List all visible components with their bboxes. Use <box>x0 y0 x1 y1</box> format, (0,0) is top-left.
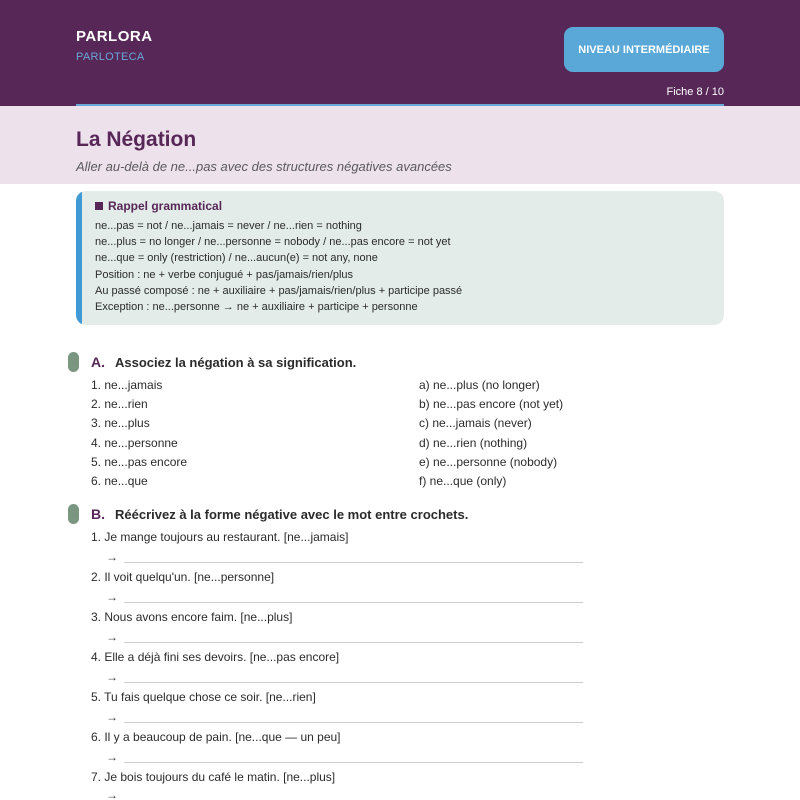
level-badge: NIVEAU INTERMÉDIAIRE <box>564 27 724 72</box>
section-marker-icon <box>68 352 79 372</box>
matching-item: 6. ne...que <box>91 474 148 489</box>
matching-item: 4. ne...personne <box>91 435 178 450</box>
answer-line[interactable] <box>124 642 583 643</box>
answer-line[interactable] <box>124 562 583 563</box>
section-a-heading <box>68 352 356 372</box>
square-icon <box>95 202 103 210</box>
section-title: Associez la négation à sa signification. <box>115 354 357 370</box>
matching-option: e) ne...personne (nobody) <box>419 454 558 469</box>
page-counter: Fiche 8 / 10 <box>666 86 724 98</box>
matching-item: 1. ne...jamais <box>91 378 163 392</box>
matching-item: 5. ne...pas encore <box>91 454 188 469</box>
reminder-line: Position : ne + verbe conjugué + pas/jamais/rien/plus <box>95 268 354 281</box>
matching-right-column <box>419 376 563 491</box>
exercise-sentence: 7. Je bois toujours du café le matin. [ne...plus] <box>91 770 336 784</box>
matching-option: f) ne...que (only) <box>419 474 507 489</box>
arrow-icon: → <box>106 788 118 800</box>
reminder-title-text: Rappel grammatical <box>108 199 223 213</box>
answer-line[interactable] <box>124 602 583 603</box>
reminder-line: ne...plus = no longer / ne...personne = nobody / ne...pas encore = not yet <box>95 236 451 249</box>
reminder-line: Au passé composé : ne + auxiliaire + pas/jamais/rien/plus + participe passé <box>95 284 463 297</box>
arrow-icon: → <box>106 630 118 644</box>
brand-subtitle: PARLOTECA <box>76 51 145 63</box>
matching-option: a) ne...plus (no longer) <box>419 378 540 392</box>
reminder-line: ne...que = only (restriction) / ne...aucun(e) = not any, none <box>95 252 378 265</box>
section-title: Réécrivez à la forme négative avec le mot entre crochets. <box>115 506 469 522</box>
exercise-sentence: 6. Il y a beaucoup de pain. [ne...que — un peu] <box>91 730 341 744</box>
arrow-icon: → <box>106 710 118 724</box>
brand-name: PARLORA <box>76 28 153 45</box>
exercise-sentence: 1. Je mange toujours au restaurant. [ne...jamais] <box>91 530 349 544</box>
arrow-icon: → <box>106 670 118 684</box>
reminder-line: Exception : ne...personne → ne + auxiliaire + participe + personne <box>95 301 418 314</box>
matching-option: b) ne...pas encore (not yet) <box>419 397 564 412</box>
exercise-sentence: 4. Elle a déjà fini ses devoirs. [ne...pas encore] <box>91 650 340 664</box>
arrow-icon: → <box>106 550 118 564</box>
section-marker-icon <box>68 504 79 524</box>
matching-left-column <box>91 376 187 491</box>
exercise-sentence: 2. Il voit quelqu'un. [ne...personne] <box>91 570 275 584</box>
exercise-sentence: 3. Nous avons encore faim. [ne...plus] <box>91 610 293 624</box>
exercise-sentence: 5. Tu fais quelque chose ce soir. [ne...rien] <box>91 690 316 704</box>
matching-option: c) ne...jamais (never) <box>419 416 532 431</box>
matching-item: 2. ne...rien <box>91 397 148 412</box>
section-b-heading <box>68 504 468 524</box>
matching-option: d) ne...rien (nothing) <box>419 435 528 450</box>
page-title: La Négation <box>76 128 197 151</box>
answer-line[interactable] <box>124 722 583 723</box>
section-letter: B. <box>91 506 105 522</box>
answer-line[interactable] <box>124 682 583 683</box>
answer-line[interactable] <box>124 762 583 763</box>
grammar-reminder-box <box>76 191 724 325</box>
reminder-line: ne...pas = not / ne...jamais = never / ne...rien = nothing <box>95 220 362 232</box>
section-letter: A. <box>91 354 105 370</box>
page-subtitle: Aller au-delà de ne...pas avec des structures négatives avancées <box>76 159 452 174</box>
reminder-title <box>95 199 222 213</box>
matching-item: 3. ne...plus <box>91 416 150 431</box>
arrow-icon: → <box>106 750 118 764</box>
arrow-icon: → <box>106 590 118 604</box>
reminder-accent-bar <box>76 191 82 325</box>
reminder-lines <box>95 218 462 315</box>
